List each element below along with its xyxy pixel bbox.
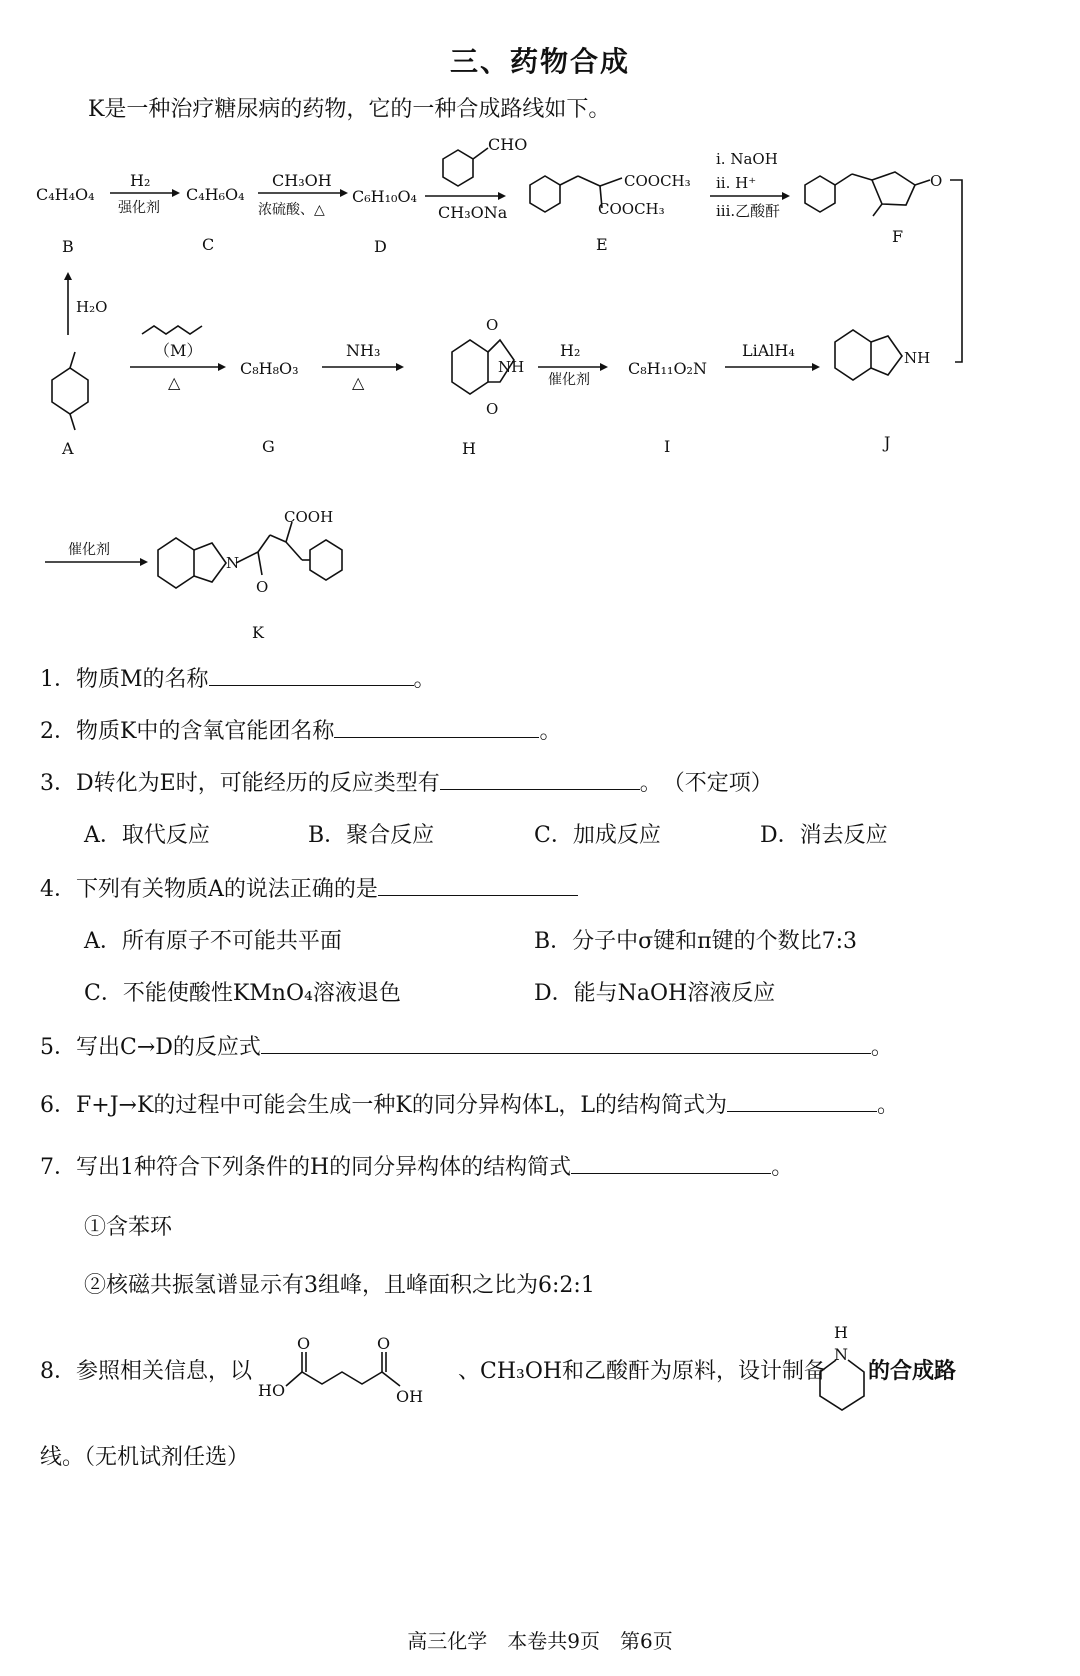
benzene-ring-icon [310, 540, 342, 580]
question-7-period: 。 [771, 1155, 794, 1180]
q4-option-d: D．能与NaOH溶液反应 [534, 981, 776, 1006]
formula-I: C₈H₁₁O₂N [628, 359, 707, 378]
q4-option-c: C．不能使酸性KMnO₄溶液退色 [84, 981, 401, 1006]
reagent-DE-top: CHO [488, 135, 528, 154]
F-oxygen: O [930, 172, 943, 190]
question-4-text: 4．下列有关物质A的说法正确的是 [40, 877, 378, 902]
piperidine-N: N [834, 1345, 848, 1364]
reagent-BC-top: H₂ [130, 171, 151, 190]
glutaric-O-2: O [377, 1336, 391, 1353]
question-4 [40, 872, 578, 903]
question-3 [40, 766, 773, 797]
question-2-text: 2．物质K中的含氧官能团名称 [40, 719, 335, 744]
H-oxygen-1: O [486, 316, 499, 334]
question-8-part-d: 线。（无机试剂任选） [40, 1445, 250, 1470]
label-A: A [62, 439, 74, 458]
question-8-part-b: 、CH₃OH和乙酸酐为原料，设计制备 [458, 1359, 827, 1384]
H-NH: NH [498, 358, 525, 376]
label-E: E [596, 235, 608, 254]
reagent-IJ-top: LiAlH₄ [742, 341, 795, 360]
question-2 [40, 714, 561, 745]
reagent-EF-1: i. NaOH [716, 150, 778, 168]
H-oxygen-2: O [486, 400, 499, 418]
benzene-ring-icon [530, 176, 560, 212]
question-3-note: （不定项） [673, 771, 773, 796]
reagent-GH-bottom: △ [352, 373, 365, 392]
answer-blank-1[interactable] [209, 665, 414, 686]
question-7 [40, 1150, 793, 1181]
question-2-period: 。 [539, 719, 562, 744]
formula-G: C₈H₈O₃ [240, 359, 299, 378]
formula-D: C₆H₁₀O₄ [352, 187, 417, 206]
glutaric-O-1: O [297, 1336, 311, 1353]
benzene-ring-icon [805, 176, 835, 212]
glutaric-acid-structure [256, 1336, 446, 1408]
question-1-period: 。 [413, 667, 436, 692]
reagent-EF-3: iii.乙酸酐 [716, 202, 781, 220]
label-G: G [262, 437, 275, 456]
reagent-BC-bottom: 强化剂 [118, 200, 160, 216]
label-H: H [462, 439, 476, 458]
label-D: D [374, 237, 387, 256]
question-7-condition-1: ①含苯环 [84, 1215, 173, 1240]
J-NH: NH [904, 349, 931, 367]
label-C: C [202, 235, 215, 254]
K-oxygen: O [256, 578, 269, 596]
question-6 [40, 1088, 899, 1119]
reagent-DE-bottom: CH₃ONa [438, 203, 508, 222]
question-8-part-a: 8．参照相关信息，以 [40, 1359, 252, 1384]
E-group-1: COOCH₃ [624, 172, 691, 190]
question-6-text: 6．F+J→K的过程中可能会生成一种K的同分异构体L，L的结构简式为 [40, 1093, 728, 1118]
piperidine-structure [814, 1322, 870, 1414]
reagent-HI-top: H₂ [560, 341, 581, 360]
question-1-text: 1．物质M的名称 [40, 667, 209, 692]
q3-option-d: D．消去反应 [760, 823, 888, 848]
question-7-condition-2: ②核磁共振氢谱显示有3组峰，且峰面积之比为6:2:1 [84, 1273, 595, 1298]
question-8-part-c: 的合成路 [868, 1358, 957, 1384]
question-3-text: 3．D转化为E时，可能经历的反应类型有 [40, 771, 440, 796]
question-3-period: 。 [639, 771, 662, 796]
formula-C: C₄H₆O₄ [186, 185, 245, 204]
synthesis-scheme [30, 130, 1060, 690]
q4-option-b: B．分子中σ键和π键的个数比7:3 [534, 929, 858, 954]
question-1 [40, 662, 436, 693]
q3-option-a: A．取代反应 [84, 823, 210, 848]
label-I: I [664, 437, 671, 456]
answer-blank-6[interactable] [727, 1091, 877, 1112]
E-group-2: COOCH₃ [598, 200, 665, 218]
label-K: K [252, 623, 264, 642]
answer-blank-4[interactable] [378, 875, 578, 896]
K-group: COOH [284, 508, 334, 526]
answer-blank-2[interactable] [334, 717, 539, 738]
q4-option-a: A．所有原子不可能共平面 [84, 929, 342, 954]
reagent-FJK: 催化剂 [68, 542, 110, 558]
reagent-AB: H₂O [76, 298, 108, 316]
question-7-text: 7．写出1种符合下列条件的H的同分异构体的结构简式 [40, 1155, 572, 1180]
answer-blank-7[interactable] [571, 1153, 771, 1174]
piperidine-H: H [834, 1323, 848, 1342]
page-footer: 高三化学 本卷共9页 第6页 [407, 1629, 673, 1653]
question-5 [40, 1030, 893, 1061]
reagent-EF-2: ii. H⁺ [716, 174, 757, 192]
question-6-period: 。 [877, 1093, 900, 1118]
label-F: F [892, 227, 904, 246]
answer-blank-3[interactable] [440, 769, 640, 790]
reagent-CD-bottom: 浓硫酸、△ [258, 202, 325, 218]
intro-text: K是一种治疗糖尿病的药物，它的一种合成路线如下。 [88, 97, 611, 122]
q3-option-b: B．聚合反应 [308, 823, 435, 848]
label-B: B [62, 237, 74, 256]
benzene-ring-icon [443, 150, 473, 186]
K-nitrogen: N [226, 554, 240, 572]
reagent-HI-bottom: 催化剂 [548, 372, 590, 388]
label-J: J [884, 433, 891, 452]
glutaric-HO: HO [258, 1381, 286, 1400]
question-5-text: 5．写出C→D的反应式 [40, 1035, 261, 1060]
answer-blank-5[interactable] [261, 1033, 871, 1054]
glutaric-OH: OH [396, 1387, 424, 1406]
q3-option-c: C．加成反应 [534, 823, 661, 848]
page-title: 三、药物合成 [449, 45, 630, 78]
formula-B: C₄H₄O₄ [36, 185, 95, 204]
question-5-period: 。 [870, 1035, 893, 1060]
reagent-AG-bottom: △ [168, 373, 181, 392]
reagent-CD-top: CH₃OH [272, 171, 332, 190]
reagent-GH-top: NH₃ [346, 341, 381, 360]
reagent-AG-top: （M） [154, 341, 203, 360]
